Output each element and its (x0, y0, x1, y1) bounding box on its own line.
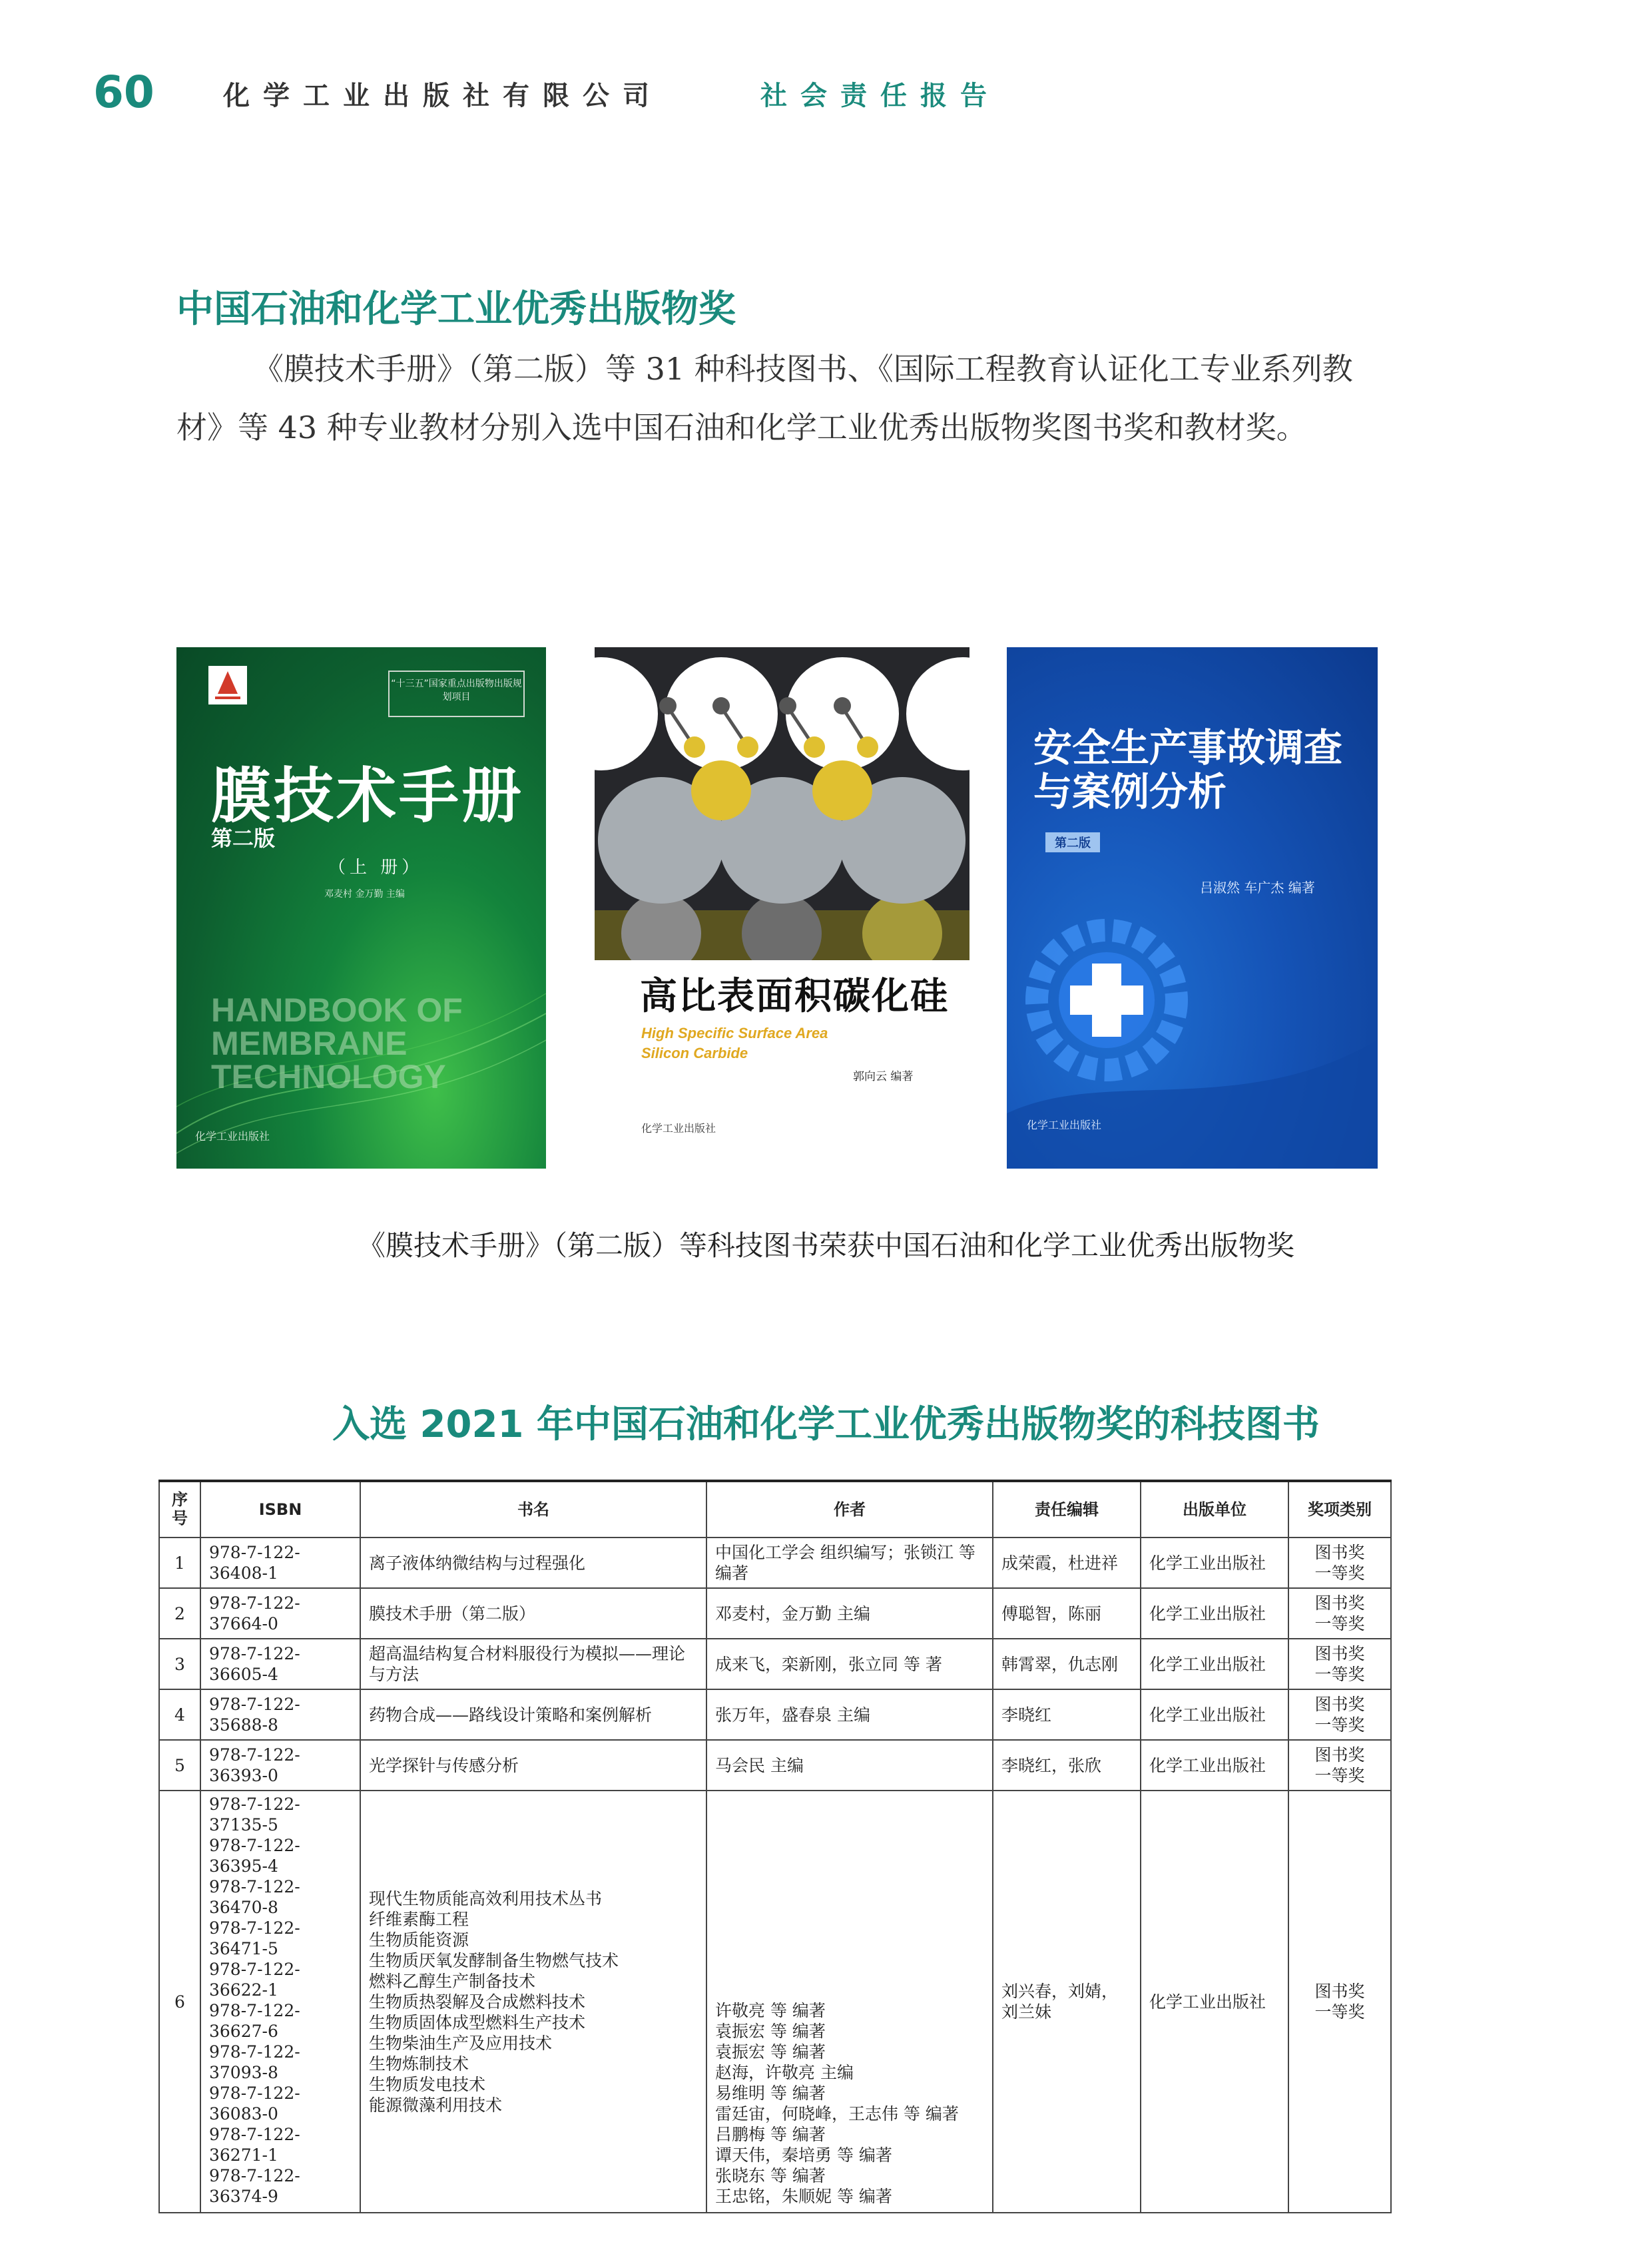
cell-award: 图书奖 一等奖 (1288, 1538, 1391, 1588)
figure-caption: 《膜技术手册》（第二版）等科技图书荣获中国石油和化学工业优秀出版物奖 (357, 1229, 1294, 1262)
cover-edition: 第二版 (211, 826, 276, 851)
cover-title: 高比表面积碳化硅 (640, 975, 949, 1018)
cell-title: 超高温结构复合材料服役行为模拟——理论与方法 (360, 1639, 706, 1689)
cell-author: 马会民 主编 (706, 1740, 993, 1791)
cell-publisher: 化学工业出版社 (1141, 1538, 1288, 1588)
col-header-no: 序号 (159, 1481, 200, 1538)
cell-publisher: 化学工业出版社 (1141, 1740, 1288, 1791)
book-cover-safety-accident (1007, 647, 1378, 1169)
cell-isbn: 978-7-122-36393-0 (200, 1740, 360, 1791)
cell-editor: 成荣霞，杜进祥 (993, 1538, 1141, 1588)
cell-no: 3 (159, 1639, 200, 1689)
cell-author: 中国化工学会 组织编写；张锁江 等 编著 (706, 1538, 993, 1588)
table-row (159, 1740, 1391, 1791)
page-number: 60 (93, 67, 154, 118)
book-cover-membrane-handbook (176, 647, 546, 1169)
cell-title: 膜技术手册（第二版） (360, 1588, 706, 1639)
cover-authors: 郭向云 编著 (853, 1070, 914, 1083)
table-header-row (159, 1481, 1391, 1538)
table-row (159, 1791, 1391, 2213)
cover-title: 安全生产事故调查与案例分析 (1033, 725, 1343, 814)
cover-molecule-art (595, 647, 969, 960)
cover-english-title: HANDBOOK OF MEMBRANE TECHNOLOGY (211, 991, 463, 1095)
section-body: 《膜技术手册》（第二版）等 31 种科技图书、《国际工程教育认证化工专业系列教材》等 43 种专业教材分别入选中国石油和化学工业优秀出版物奖图书奖和教材奖。 (176, 351, 1353, 445)
table-title: 入选 2021 年中国石油和化学工业优秀出版物奖的科技图书 (332, 1403, 1320, 1446)
cover-publisher: 化学工业出版社 (195, 1130, 270, 1143)
cell-no: 2 (159, 1588, 200, 1639)
cover-english-title: High Specific Surface Area Silicon Carbide (641, 1025, 828, 1061)
table-row (159, 1538, 1391, 1588)
cell-award: 图书奖 一等奖 (1288, 1740, 1391, 1791)
header-company: 化学工业出版社有限公司 (223, 81, 663, 111)
col-header-title: 书名 (360, 1481, 706, 1538)
cell-title: 离子液体纳微结构与过程强化 (360, 1538, 706, 1588)
cell-publisher: 化学工业出版社 (1141, 1689, 1288, 1740)
cell-publisher: 化学工业出版社 (1141, 1588, 1288, 1639)
cell-isbn: 978-7-122-35688-8 (200, 1689, 360, 1740)
cell-author: 张万年，盛春泉 主编 (706, 1689, 993, 1740)
cover-publisher: 化学工业出版社 (1027, 1119, 1102, 1131)
cell-award: 图书奖 一等奖 (1288, 1689, 1391, 1740)
cell-title: 药物合成——路线设计策略和案例解析 (360, 1689, 706, 1740)
cell-editor: 刘兴春，刘婧，刘兰妹 (993, 1791, 1141, 2213)
cell-editor: 李晓红 (993, 1689, 1141, 1740)
cover-volume: （上 册） (328, 858, 423, 878)
cell-no: 5 (159, 1740, 200, 1791)
cell-no: 6 (159, 1791, 200, 2213)
cell-author: 许敬亮 等 编著 袁振宏 等 编著 袁振宏 等 编著 赵海，许敬亮 主编 易维明 等 编著 雷廷宙，何晓峰，王志伟 等 编著 吕鹏梅 等 编著 谭天伟，秦培勇 等 编著 张晓东 等 编著 王忠铭，朱顺妮 等 编著 (706, 1791, 993, 2213)
book-cover-silicon-carbide (595, 647, 969, 1169)
table-row (159, 1588, 1391, 1639)
publisher-logo-icon (208, 666, 247, 704)
cell-isbn: 978-7-122-37664-0 (200, 1588, 360, 1639)
section-title: 中国石油和化学工业优秀出版物奖 (176, 288, 736, 331)
cell-title: 现代生物质能高效利用技术丛书 纤维素酶工程 生物质能资源 生物质厌氧发酵制备生物燃气技术 燃料乙醇生产制备技术 生物质热裂解及合成燃料技术 生物质固体成型燃料生产技术 生物柴油生产及应用技术 生物炼制技术 生物质发电技术 能源微藻利用技术 (360, 1791, 706, 2213)
cell-author: 邓麦村，金万勤 主编 (706, 1588, 993, 1639)
awards-table (158, 1480, 1392, 2213)
cell-publisher: 化学工业出版社 (1141, 1791, 1288, 2213)
cell-publisher: 化学工业出版社 (1141, 1639, 1288, 1689)
col-header-publisher: 出版单位 (1141, 1481, 1288, 1538)
table-row (159, 1689, 1391, 1740)
cell-title: 光学探针与传感分析 (360, 1740, 706, 1791)
cover-authors: 吕淑然 车广杰 编著 (1200, 880, 1315, 896)
col-header-award: 奖项类别 (1288, 1481, 1391, 1538)
cell-editor: 傅聪智，陈丽 (993, 1588, 1141, 1639)
cell-author: 成来飞，栾新刚，张立同 等 著 (706, 1639, 993, 1689)
cell-editor: 李晓红，张欣 (993, 1740, 1141, 1791)
cell-isbn: 978-7-122-36408-1 (200, 1538, 360, 1588)
cover-authors: 邓麦村 金万勤 主编 (324, 889, 405, 900)
cell-editor: 韩霄翠，仇志刚 (993, 1639, 1141, 1689)
table-row (159, 1639, 1391, 1689)
col-header-isbn: ISBN (200, 1481, 360, 1538)
header-report: 社会责任报告 (760, 81, 1000, 111)
cell-isbn: 978-7-122-36605-4 (200, 1639, 360, 1689)
cell-award: 图书奖 一等奖 (1288, 1791, 1391, 2213)
cell-no: 4 (159, 1689, 200, 1740)
cover-edition: 第二版 (1045, 832, 1100, 852)
cover-publisher: 化学工业出版社 (641, 1122, 716, 1135)
col-header-author: 作者 (706, 1481, 993, 1538)
cell-award: 图书奖 一等奖 (1288, 1639, 1391, 1689)
cell-isbn: 978-7-122-37135-5 978-7-122-36395-4 978-7-122-36470-8 978-7-122-36471-5 978-7-122-36622-1 978-7-122-36627-6 978-7-122-37093-8 978-7-122-36083-0 978-7-122-36271-1 978-7-122-36374-9 (200, 1791, 360, 2213)
cover-title: 膜技术手册 (211, 761, 524, 831)
cell-no: 1 (159, 1538, 200, 1588)
col-header-editor: 责任编辑 (993, 1481, 1141, 1538)
cover-badge: “十三五”国家重点出版物出版规划项目 (388, 671, 525, 717)
cell-award: 图书奖 一等奖 (1288, 1588, 1391, 1639)
